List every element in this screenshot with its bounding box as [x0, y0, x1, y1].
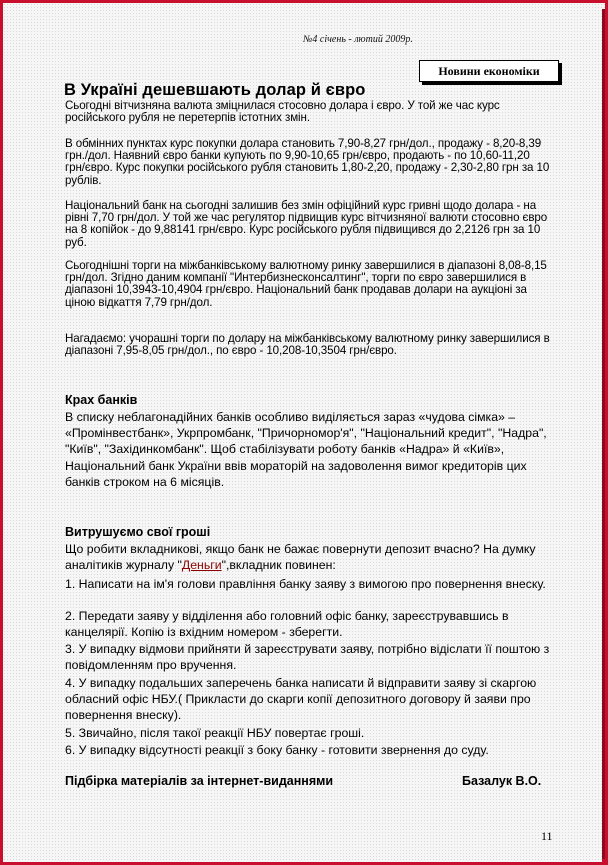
step-6: 6. У випадку відсутності реакції з боку банку - готовити звернення до суду.: [65, 743, 489, 757]
article-paragraph-5: Нагадаємо: учорашні торги по долару на міжбанківському валютному ринку завершилися в діапазоні 7,95-8,05 грн/дол., по євро - 10,208-10,3504 грн/євро.: [65, 332, 550, 358]
section-heading-withdraw-money: Витрушуємо свої гроші: [65, 525, 211, 539]
step-2: 2. Передати заяву у відділення або головний офіс банку, зареєструвавшись в канцелярії. Копію із вхідним номером - зберегти.: [65, 609, 509, 640]
footer-author: Базалук В.О.: [462, 774, 542, 788]
withdraw-intro-text: Що робити вкладникові, якщо банк не бажає повернути депозит вчасно? На думку аналітиків журналу ": [65, 542, 536, 573]
section-heading-bank-crash: Крах банків: [65, 393, 138, 407]
article-paragraph-1: Сьогодні вітчизняна валюта зміцнилася стосовно долара і євро. У той же час курс російського рубля не перетерпів істотних змін.: [65, 99, 500, 125]
step-1: 1. Написати на ім'я голови правління банку заяву з вимогою про повернення внеску.: [65, 577, 546, 591]
page-edge-shadow: [602, 9, 605, 865]
page-number: 11: [541, 829, 553, 843]
step-4: 4. У випадку подальших заперечень банка написати й відправити заяву зі скаргою обласний офіс НБУ.( Прикласти до скарги копії депозитного договору й заяви про повернення внеску).: [65, 676, 537, 723]
withdraw-intro-end: ",вкладник повинен:: [221, 558, 336, 573]
step-3: 3. У випадку відмови прийняти й зареєструвати заяву, потрібно відіслати її поштою з повідомленням про вручення.: [65, 642, 550, 673]
article-paragraph-3: Національний банк на сьогодні залишив без змін офіційний курс гривні щодо долара - на рівні 7,70 грн/дол. У той же час регулятор підвищив курс вітчизняної валюти стосовно євро на 8 копійок - до 9,88141 грн/євро. Курс російського рубля підвищився до 2,2126 грн за 10 руб.: [65, 199, 548, 249]
dengi-magazine-link[interactable]: Деньги: [181, 558, 222, 573]
step-5: 5. Звичайно, після такої реакції НБУ повертає гроші.: [65, 726, 365, 740]
issue-label: №4 січень - лютий 2009р.: [303, 34, 413, 45]
article-paragraph-2: В обмінних пунктах курс покупки долара становить 7,90-8,27 грн/дол., продажу - 8,20-8,39 грн./дол. Наявний євро банки купують по 9,90-10,65 грн/євро, продають - по 10,60-11,20 грн/євро. Курс покупки російського рубля становить 1,80-2,20, продажу - 2,30-2,80 грн за 10 рублів.: [65, 137, 550, 187]
bank-crash-paragraph: В списку неблагонадійних банків особливо виділяється зараз «чудова сімка» – «Промінвестбанк», Укрпромбанк, "Причорномор'я", "Національний кредит", "Надра", "Київ", "Західинкомбанк". Щоб стабілізувати роботу банків «Надра» й «Київ», Національний банк України ввів мораторій на задоволення вимог кредиторів цих банків строком на 6 місяців.: [65, 410, 547, 489]
footer-source: Підбірка матеріалів за інтернет-виданнями: [65, 774, 334, 788]
article-headline: В Україні дешевшають долар й євро: [64, 81, 366, 99]
article-paragraph-4: Сьогоднішні торги на міжбанківському валютному ринку завершилися в діапазоні 8,08-8,15 грн/дол. Згідно даним компанії "Интербизнесконсалтинг", торги по євро завершилися в діапазоні 10,3943-10,4904 грн/євро. Національний банк продавав долари на аукціоні за ціною відкаття 7,79 грн/дол.: [65, 259, 547, 309]
section-title-box: Новини економіки: [419, 60, 559, 82]
withdraw-intro: [65, 541, 565, 573]
